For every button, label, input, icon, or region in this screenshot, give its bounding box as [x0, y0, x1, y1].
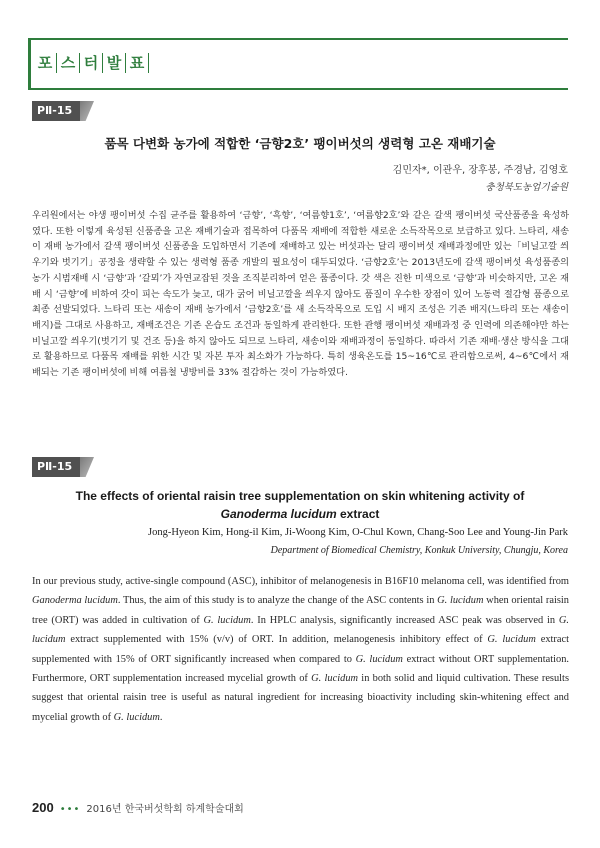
section-header-bottom-rule: [28, 88, 568, 90]
abstract-body-text: . In HPLC analysis, significantly increased ASC peak was observed in: [250, 614, 559, 626]
page-footer: [32, 800, 244, 815]
badge-tail-decoration: [80, 457, 94, 477]
section-header: [28, 38, 568, 90]
section-title-separator: [148, 53, 149, 73]
species-name: G. lucidum: [203, 614, 251, 626]
footer-conference: 2016년 한국버섯학회 하계학술대회: [86, 804, 244, 815]
section-title: [34, 52, 149, 73]
species-name: G. lucidum: [311, 673, 359, 685]
abstract-body: 우리원에서는 야생 팽이버섯 수집 균주를 활용하여 ‘금향’, ‘흑향’, ‘여름향1호’, ‘여름향2호’와 같은 갈색 팽이버섯 국산품종을 육성하였다. 또한 이렇게 육성된 신품종을 고온 재배기술과 접목하여 다품목 재배에 적합한 새로운 소득작목으로 보급하고 있다. 느타리, 새송이 재배 농가에서 갈색 팽이버섯 신품종을 도입하면서 기존에 재배하고 있는 버섯과는 달리 팽이버섯 재배과정에만 있는「비닐고깔 씌우기와 벗기기」공정을 생략할 수 있는 생력형 품종 개발의 필요성이 대두되었다. ‘금향2호’는 2013년도에 갈색 팽이버섯 육성품종의 농가 시범재배 시 ‘금향’과 ‘갈뫼’가 자연교잡된 것을 조직분리하여 얻은 품종이다. 갓 색은 진한 미색으로 ‘금향’과 비슷하지만, 고온 재배 시 ‘금향’에 비하여 갓이 피는 속도가 늦고, 대가 굵어 비닐고깔을 씌우지 않아도 품질이 우수한 장점이 있어 노동력 절감형 품종으로 최종 선발되었다. 느타리 또는 새송이 재배 농가에서 ‘금향2호’를 새 소득작목으로 도입 시 배지 조성은 기존 배지(느타리 또는 새송이 배지)를 그대로 사용하고, 재배조건은 기존 온습도 조건과 동일하게 관리한다. 또한 관행 팽이버섯 재배과정 중 인력에 의존해야만 하는 비닐고깔 씌우기(벗기기 및 건조 등)을 하지 않아도 되므로 느타리, 새송이와 재배과정이 동일하다. 따라서 기존 재배·생산 방식을 그대로 활용하므로 다품목 재배를 위한 시간 및 자본 투자 최소화가 가능하다. 특히 생육온도를 15~16℃로 관리함으로써, 4~6℃에서 재배되는 기존 팽이버섯에 비해 여름철 냉방비를 33% 절감하는 것이 가능하였다.: [32, 210, 569, 379]
abstract-title-species: Ganoderma lucidum: [220, 507, 337, 521]
species-name: Ganoderma lucidum: [32, 595, 118, 607]
section-header-left-rule: [28, 38, 31, 90]
abstract-title-part: extract: [340, 507, 380, 521]
abstract-body-text: extract supplemented with 15% (v/v) of ORT. In addition, melanogenesis inhibitory effect of: [65, 634, 488, 646]
species-name: G. lucidum: [487, 634, 536, 646]
abstract-body-text: . Thus, the aim of this study is to analyze the change of the ASC contents in: [117, 595, 438, 607]
abstract-title: [30, 487, 570, 523]
abstract-body-text: In our previous study, active-single compound (ASC), inhibitor of melanogenesis in B16F10 melanoma cell, was identified from: [32, 576, 569, 587]
abstract-code: PⅡ-15: [32, 457, 80, 477]
abstract-body-text: extract supplemented with 15% of ORT significantly increased when compared to: [32, 634, 569, 665]
section-title-char: 발: [106, 54, 122, 72]
abstract-affiliation: 충청북도농업기술원: [485, 182, 568, 193]
species-name: G. lucidum: [355, 653, 403, 665]
footer-dots: •••: [59, 804, 81, 815]
abstract-body-text: when oriental raisin tree (ORT) was added in cultivation of: [32, 595, 569, 626]
abstract-body-text: .: [159, 711, 163, 723]
abstract-title-part: The effects of oriental raisin tree supplementation on skin whitening activity of: [75, 489, 525, 503]
abstract-authors: 김민자*, 이관우, 장후봉, 주경남, 김영호: [392, 165, 568, 176]
abstract-affiliation: Department of Biomedical Chemistry, Konkuk University, Chungju, Korea: [270, 545, 568, 556]
abstract-title: 품목 다변화 농가에 적합한 ‘금향2호’ 팽이버섯의 생력형 고온 재배기술: [104, 136, 496, 151]
section-title-char: 스: [60, 54, 76, 72]
section-title-char: 터: [83, 54, 99, 72]
species-name: G. lucidum: [32, 614, 569, 646]
abstract-code: PⅡ-15: [32, 101, 80, 121]
abstract-body: [32, 572, 569, 727]
section-title-char: 표: [129, 54, 145, 72]
section-title-char: 포: [37, 54, 53, 72]
abstract-body-text: in both solid and liquid cultivation. These results suggest that oriental raisin tree is useful as natural ingredient for increasing bioactivity including skin-whitening effect and mycelial growth of: [32, 673, 569, 723]
species-name: G. lucidum: [113, 711, 160, 723]
abstract-body-text: extract without ORT supplementation. Furthermore, ORT supplementation increased mycelial growth of: [32, 653, 569, 685]
species-name: G. lucidum: [437, 595, 484, 607]
section-header-top-rule: [28, 38, 568, 40]
badge-tail-decoration: [80, 101, 94, 121]
page-number: 200: [32, 800, 54, 815]
abstract-authors: Jong-Hyeon Kim, Hong-il Kim, Ji-Woong Kim, O-Chul Kown, Chang-Soo Lee and Young-Jin Park: [147, 527, 568, 538]
